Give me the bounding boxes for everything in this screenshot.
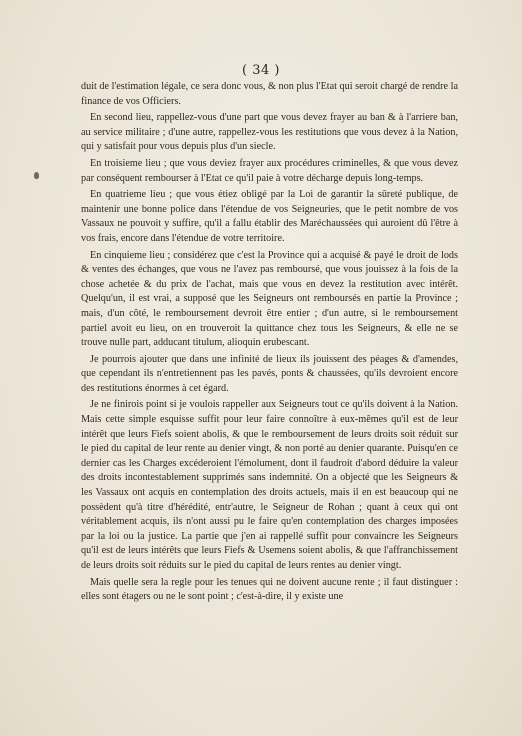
paragraph-4: En quatrieme lieu ; que vous étiez obligé par la Loi de garantir la sûreté publique, de maintenir une bonne police dans l'étendue de vos Seigneuries, que le petit nombre de vos Vassaux ne pouvoit y suffire, qu'il a fallu établir des Maréchaussées qui auroient dû l'être à vos frais, encore dans l'étendue de votre territoire. [81, 189, 458, 244]
paragraph-7: Je ne finirois point si je voulois rappeller aux Seigneurs tout ce qu'ils doivent à la Nation. Mais cette simple esquisse suffit pour leur faire connoître à eux-mêmes qu'il est de leur intérêt que leurs Fiefs soient abolis, & que le remboursement de leurs droits soit réduit sur le pied du capital de leur rente au denier vingt, & non porté au denier quarante. Puisqu'en ce dernier cas les Charges excéderoient l'émolument, dont il faudroit d'abord déduire la valeur des droits incontestablement supprimés sans indemnité. On a objecté que les Seigneurs & les Vassaux ont acquis en contemplation des droits actuels, mais il en est beaucoup qui ne possèdent qu'à titre d'hérédité, entr'autre, le Seigneur de Rohan ; quant à ceux qui ont véritablement acquis, ils n'ont aussi pu le faire qu'en contemplation des charges imposées par la loi ou la justice. La partie que j'en ai rappellé suffit pour convaincre les Seigneurs qu'il est de leurs intérêts que leurs Fiefs & Usemens soient abolis, & que l'affranchissement de leurs droits soit réduits sur le pied du capital de leurs rentes au denier vingt. [81, 399, 458, 571]
body-text [81, 80, 458, 607]
paragraph-6: Je pourrois ajouter que dans une infinité de lieux ils jouissent des péages & d'amendes, que cependant ils n'entretiennent pas les pavés, ponts & chaussées, qu'ils devroient encore des restitutions énormes à cet égard. [81, 353, 458, 394]
paragraph-8: Mais quelle sera la regle pour les tenues qui ne doivent aucune rente ; il faut distinguer : elles sont étagers ou ne le sont point ; c'est-à-dire, il y existe une [81, 576, 458, 603]
paragraph-3: En troisieme lieu ; que vous deviez frayer aux procédures criminelles, & que vous devez par conséquent rembourser à l'Etat ce qu'il paie à votre décharge depuis long-temps. [81, 157, 458, 184]
paragraph-2: En second lieu, rappellez-vous d'une part que vous devez frayer au ban & à l'arriere ban, au service militaire ; d'une autre, rappellez-vous les restitutions que vous devez à la Nation, qui y satisfait pour vous depuis plus d'un siecle. [81, 112, 458, 153]
paragraph-1: duit de l'estimation légale, ce sera donc vous, & non plus l'Etat qui seroit chargé de rendre la finance de vos Officiers. [81, 81, 458, 107]
paragraph-5: En cinquieme lieu ; considérez que c'est la Province qui a acquisé & payé le droit de lods & ventes des échanges, que vous ne l'avez pas remboursé, que vous jouissez à la fois de la chose achetée & du prix de l'achat, mais que vous en devez la restitution avec intérêt. Quelqu'un, il est vrai, a supposé que les Seigneurs ont remboursés en partie la Province ; mais, d'un côté, le remboursement devroit être entier ; d'un autre, si le remboursement partiel avoit eu lieu, on en trouveroit la quittance chez tous les Seigneurs, & elle ne se trouve nulle part, adducant titulum, alioquin erubescant. [81, 249, 458, 349]
page-number: ( 34 ) [242, 63, 280, 78]
ink-mark [34, 172, 39, 179]
